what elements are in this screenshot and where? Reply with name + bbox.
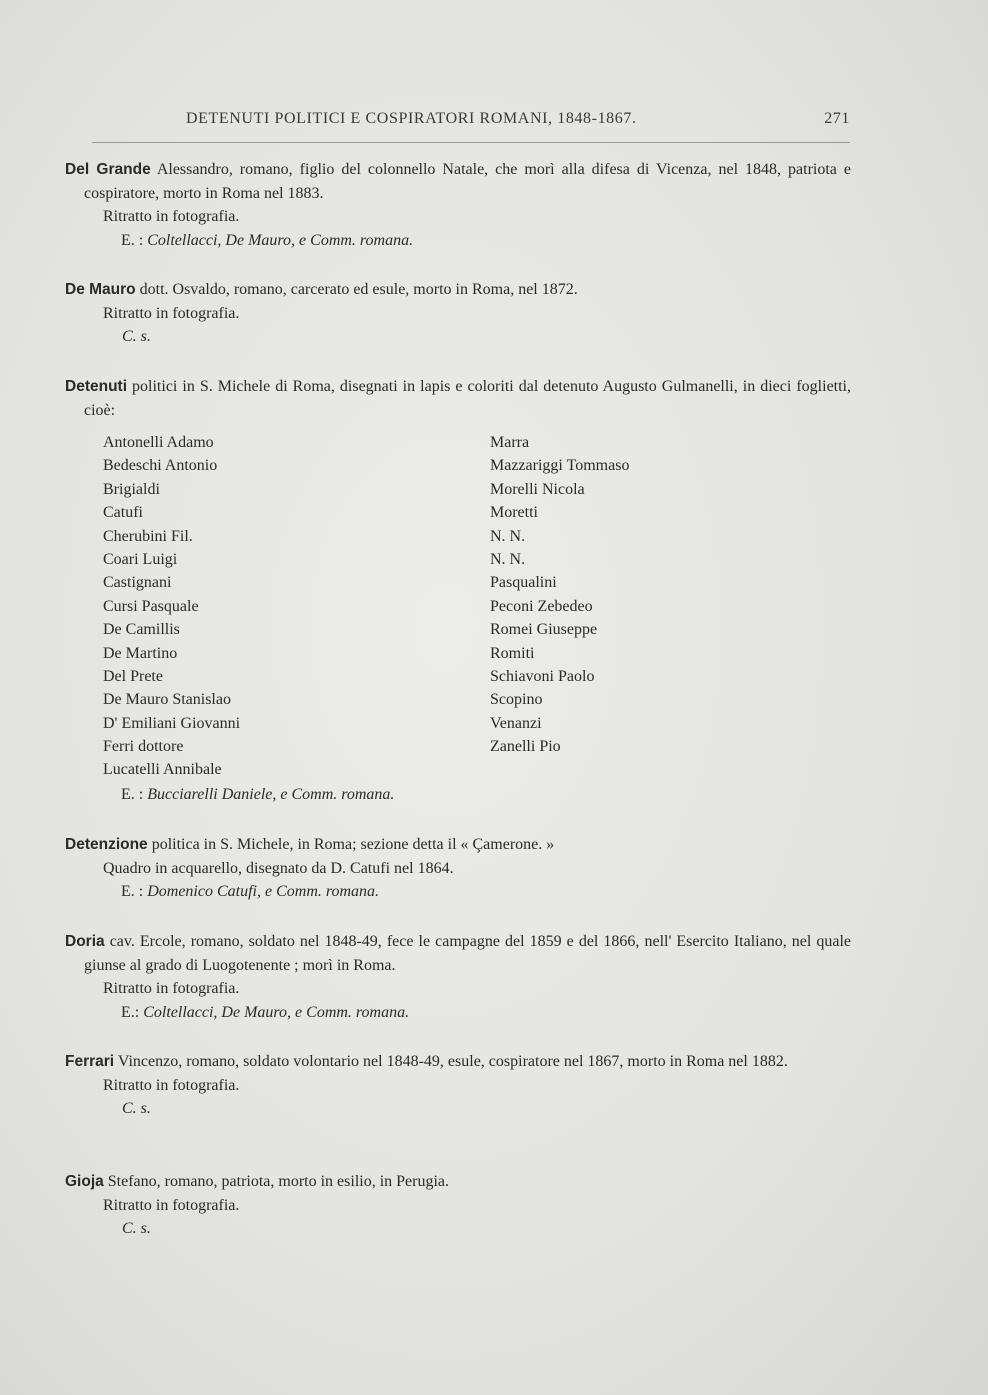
detainee-list [65, 431, 851, 783]
detainee-name: Coari Luigi [103, 550, 178, 568]
detainee-name: Brigialdi [103, 480, 160, 498]
detainee-name: De Mauro Stanislao [103, 691, 231, 709]
source-text: Coltellacci, De Mauro, e Comm. romana. [143, 1003, 410, 1021]
source-text: Bucciarelli Daniele, e Comm. romana. [147, 786, 395, 803]
detainee-name: Pasqualini [490, 574, 557, 592]
detainee-name: Antonelli Adamo [103, 434, 214, 451]
entry-name: Gioja [65, 1173, 104, 1190]
entry-note: Ritratto in fotografia. [103, 1076, 240, 1094]
entry-note: Ritratto in fotografia. [103, 208, 240, 225]
detainee-name: Moretti [490, 504, 538, 522]
entry-source: C. s. [122, 1220, 151, 1237]
detainee-name: N. N. [490, 550, 526, 568]
detainee-name: Morelli Nicola [490, 480, 585, 498]
entry-detenuti [65, 375, 851, 807]
detainee-name: De Camillis [103, 621, 180, 639]
entry-description: Vincenzo, romano, soldato volontario nel 1848-49, esule, cospiratore nel 1867, morto in Roma nel 1882. [117, 1053, 788, 1070]
source-prefix: E.: [121, 1003, 140, 1021]
entry-description: politici in S. Michele di Roma, disegnati in lapis e coloriti dal detenuto Augusto Gulmanelli, in dieci foglietti, cioè: [84, 378, 852, 419]
detainee-name: Romei Giuseppe [490, 621, 598, 639]
entry-text [65, 1050, 851, 1074]
entry-text [65, 375, 851, 422]
source-prefix: E. : [121, 883, 144, 900]
detainee-name: Bedeschi Antonio [103, 457, 218, 475]
entry-name: Detenzione [65, 836, 148, 853]
header-rule [92, 142, 850, 143]
entry-text [65, 278, 851, 302]
entry-name: De Mauro [65, 281, 136, 298]
source-prefix: E. : [121, 231, 144, 249]
detainee-name: Peconi Zebedeo [490, 597, 593, 615]
entry-note: Ritratto in fotografia. [103, 980, 240, 997]
entry-del-grande [65, 158, 851, 252]
detainee-name: Castignani [103, 574, 172, 592]
detainee-name: Romiti [490, 644, 535, 662]
entry-source [65, 880, 851, 904]
detainee-list-left [103, 431, 240, 782]
detainee-name: De Martino [103, 644, 178, 662]
detainee-name: Zanelli Pio [490, 738, 561, 756]
entry-detenzione [65, 833, 851, 904]
entry-source: C. s. [122, 1100, 151, 1117]
entry-description: politica in S. Michele, in Roma; sezione detta il « Çamerone. » [151, 836, 555, 853]
detainee-name: Venanzi [490, 714, 542, 732]
entry-source [65, 229, 851, 253]
detainee-name: D' Emiliani Giovanni [103, 714, 241, 732]
detainee-list-right [490, 431, 629, 758]
entry-name: Doria [65, 933, 105, 950]
entry-name: Ferrari [65, 1053, 115, 1070]
detainee-name: Ferri dottore [103, 738, 184, 756]
detainee-name: Scopino [490, 691, 543, 709]
entry-text [65, 158, 851, 205]
detainee-name: Schiavoni Paolo [490, 667, 595, 685]
entry-text [65, 833, 851, 857]
entry-text [65, 930, 851, 977]
entry-source [65, 1001, 851, 1025]
entry-description: Stefano, romano, patriota, morto in esilio, in Perugia. [107, 1173, 450, 1190]
page-number: 271 [824, 110, 850, 127]
source-text: Coltellacci, De Mauro, e Comm. romana. [147, 231, 414, 249]
detainee-name: Catufi [103, 504, 143, 522]
entry-gioja [65, 1170, 851, 1241]
detainee-name: Cherubini Fil. [103, 527, 193, 545]
entry-name: Del Grande [65, 161, 151, 178]
entry-note: Ritratto in fotografia. [103, 304, 240, 322]
entry-de-mauro [65, 278, 851, 349]
entry-name: Detenuti [65, 378, 127, 395]
entry-note: Ritratto in fotografia. [103, 1196, 240, 1214]
entry-note: Quadro in acquarello, disegnato da D. Catufi nel 1864. [103, 859, 454, 877]
entry-source [65, 783, 851, 807]
entry-doria [65, 930, 851, 1024]
entry-description: dott. Osvaldo, romano, carcerato ed esule, morto in Roma, nel 1872. [139, 281, 578, 298]
detainee-name: Marra [490, 434, 530, 451]
source-prefix: E. : [121, 786, 144, 803]
detainee-name: Lucatelli Annibale [103, 761, 222, 779]
source-text: Domenico Catufi, e Comm. romana. [147, 883, 380, 900]
entry-ferrari [65, 1050, 851, 1121]
entry-source: C. s. [122, 328, 151, 345]
detainee-name: N. N. [490, 527, 526, 545]
entry-text [65, 1170, 851, 1194]
entry-description: cav. Ercole, romano, soldato nel 1848-49, fece le campagne del 1859 e del 1866, nell' Esercito Italiano, nel quale giunse al grado di Luogotenente ; morì in Roma. [84, 933, 852, 974]
detainee-name: Del Prete [103, 667, 163, 685]
running-header [186, 110, 850, 128]
detainee-name: Mazzariggi Tommaso [490, 457, 630, 475]
running-title: DETENUTI POLITICI E COSPIRATORI ROMANI, 1848-1867. [186, 110, 637, 127]
detainee-name: Cursi Pasquale [103, 597, 199, 615]
entry-description: Alessandro, romano, figlio del colonnello Natale, che morì alla difesa di Vicenza, nel 1848, patriota e cospiratore, morto in Roma nel 1883. [84, 161, 851, 202]
